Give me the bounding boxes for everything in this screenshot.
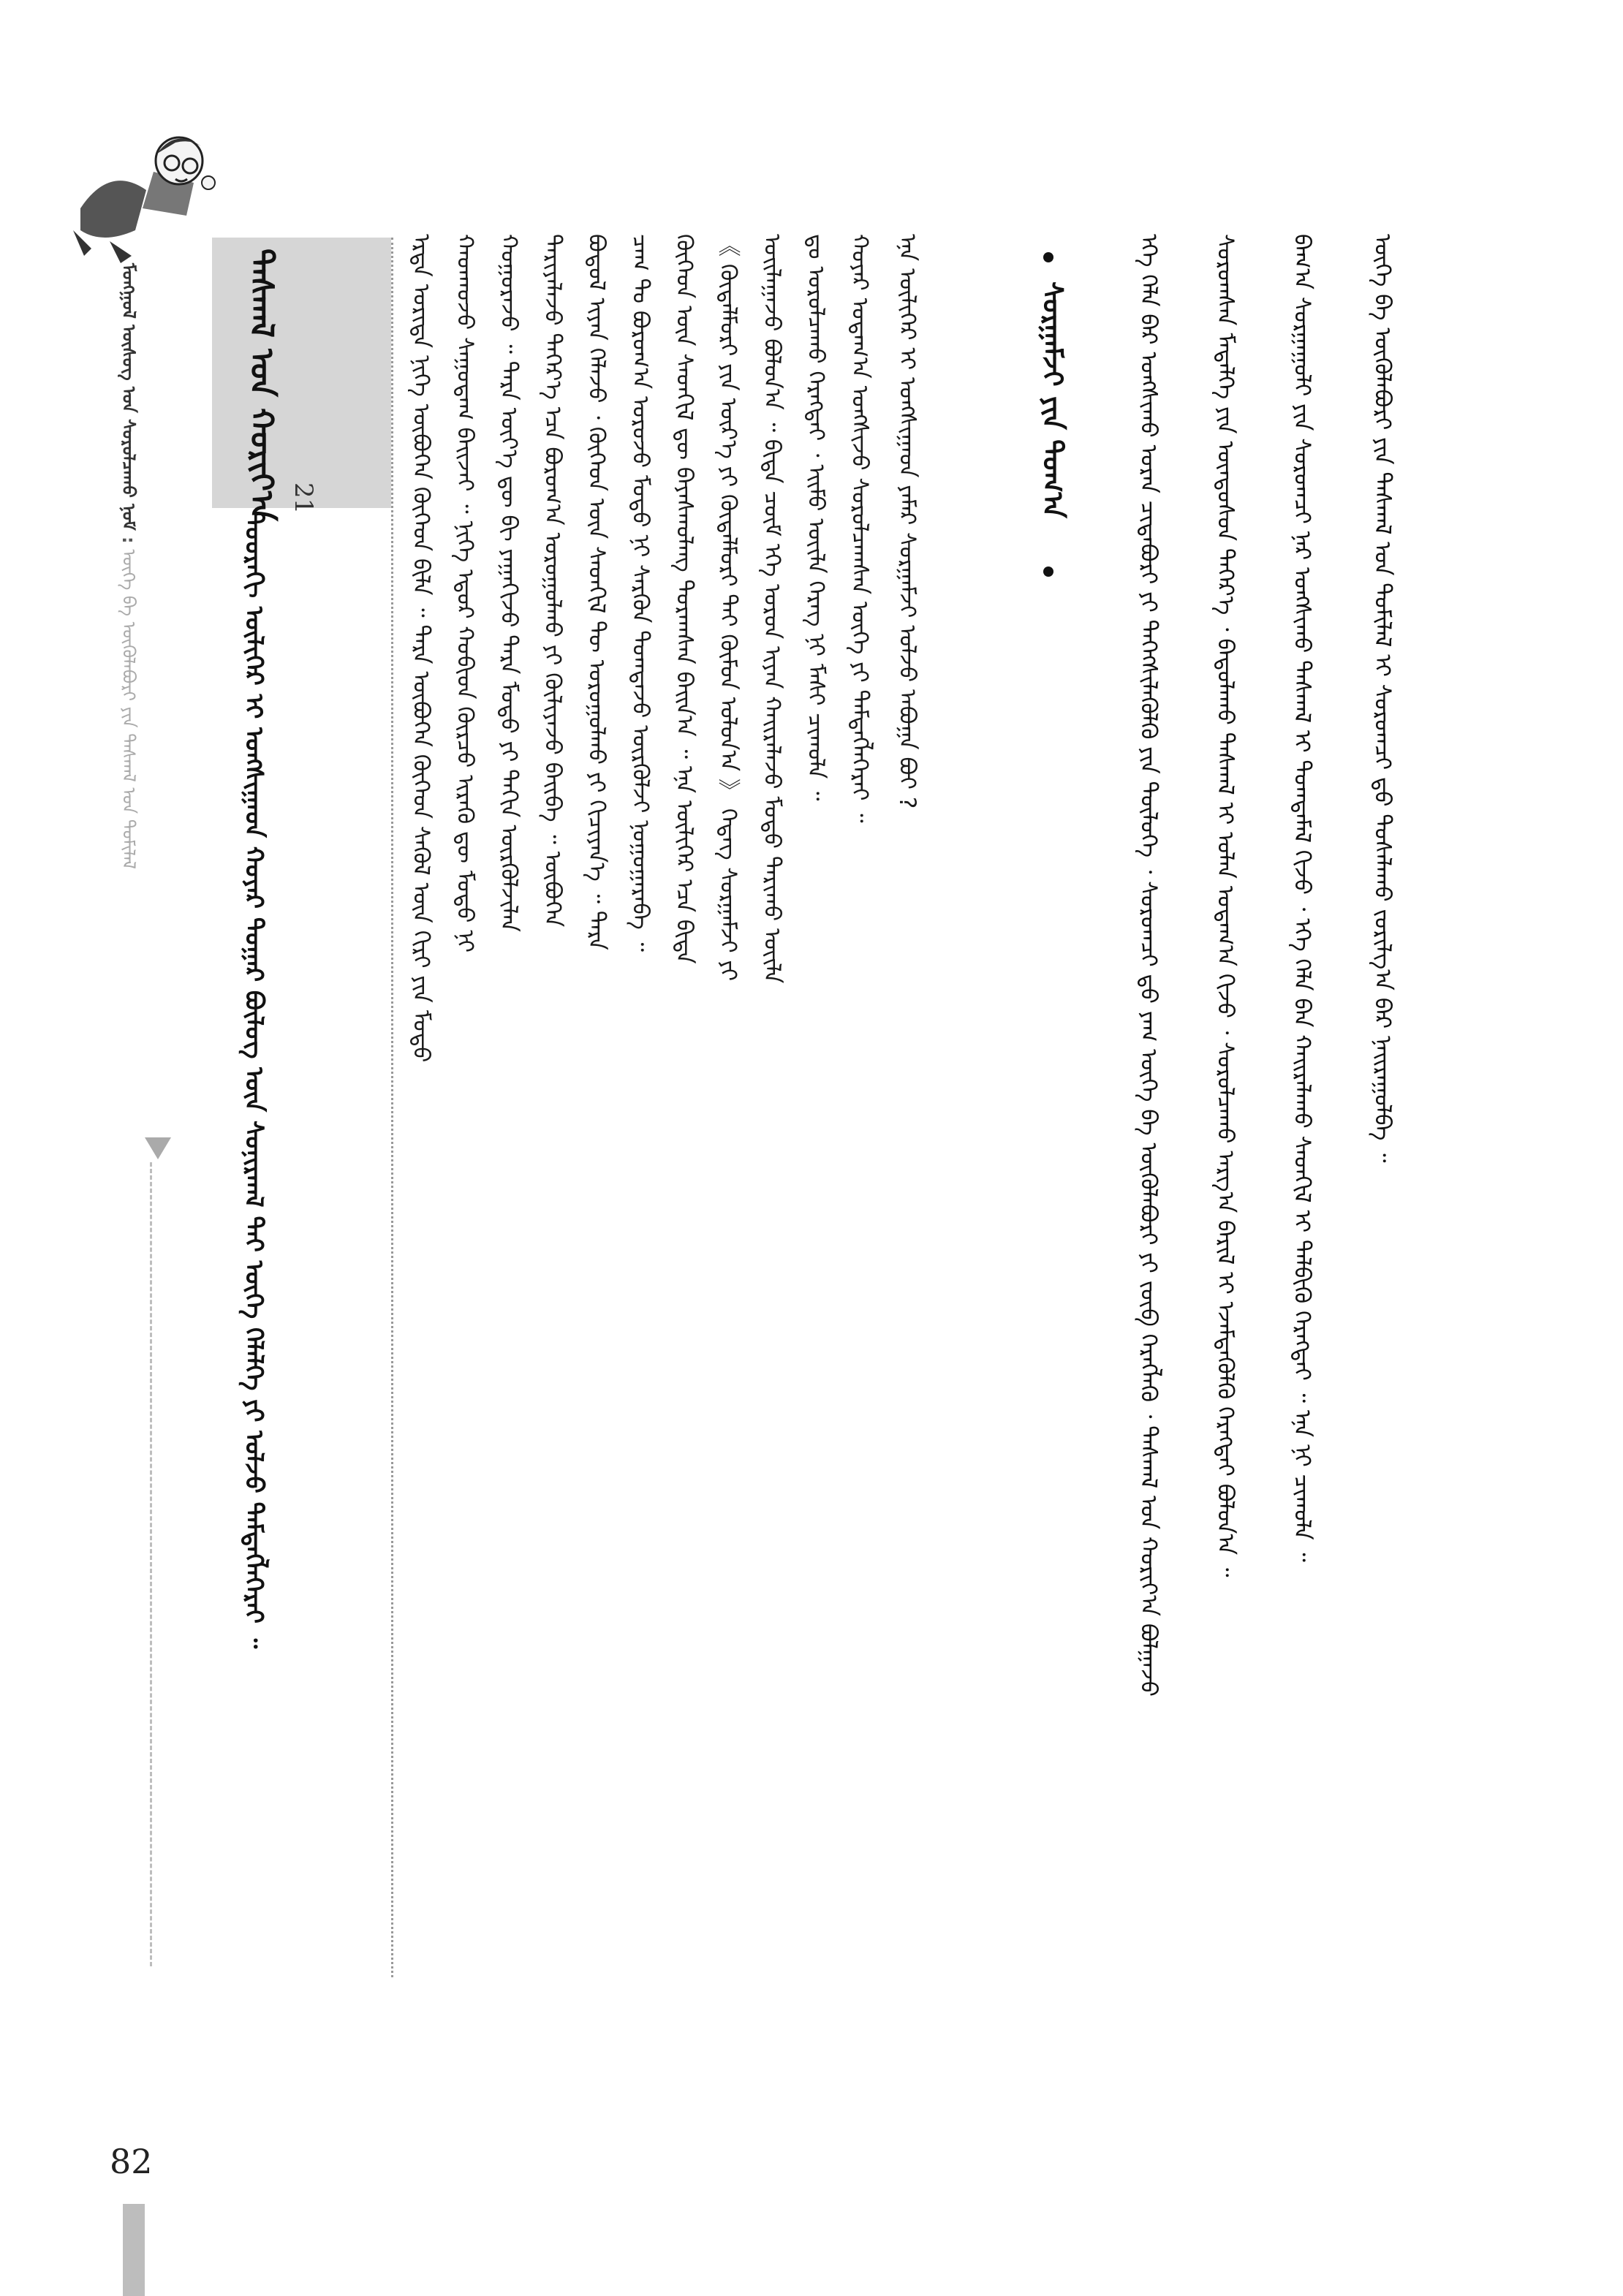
running-header-title: ᠮᠣᠩᠭᠣᠯ ᠦᠰᠦᠭ ᠤᠨ ᠰᠤᠷᠤᠯᠴᠠᠬᠤ ᠨᠣᠮ [118,263,139,531]
story-line: ᠣᠢᠯᠠᠭᠠᠵᠤ ᠪᠣᠯᠣᠨ᠎ᠠ ᠃ ᠪᠢᠳᠡ ᠴᠥᠮ ᠡᠬᠡ ᠣᠷᠣᠨ ᠢᠶᠡᠨ ᠬᠠᠢᠷᠠᠯᠠᠵᠤ ᠮᠣᠳᠣ ᠲᠠᠷᠢᠬᠤ ᠦᠢᠯᠡ [759,234,785,984]
body-line: ᠦᠭᠡ ᠪᠠ ᠦᠭᠦᠯᠡᠪᠦᠷᠢ ᠶᠢᠨ ᠳᠠᠰᠬᠠᠯ ᠤᠨ ᠲᠣᠮᠢᠯᠠᠯ ᠢ ᠰᠤᠷᠤᠭᠴᠢ ᠳ᠋ᠤ ᠲᠤᠰᠠᠯᠠᠬᠤ ᠵᠣᠷᠢᠯᠭ᠎ᠠ ᠪᠠᠷ ᠨᠠᠢᠷᠠᠭᠤᠯᠪᠠ ᠃ [1369,234,1396,1163]
exercise-title: ᠳᠠᠰᠬᠠᠯ ᠤᠨ ᠬᠣᠷᠢᠶ᠎ᠠ [243,249,280,521]
story-line: ᠳᠤ ᠣᠷᠣᠯᠴᠠᠬᠤ ᠬᠡᠷᠡᠭᠲᠡᠢ ᠂ ᠡᠢᠮᠦ ᠦᠢᠯᠡ ᠬᠡᠷᠡᠭ ᠨᠢ ᠮᠠᠰᠢ ᠴᠢᠬᠤᠯᠠ ᠃ [803,234,829,801]
section-heading: ᠰᠤᠷᠭᠠᠮᠵᠢ ᠶᠢᠨ ᠲᠣᠭ᠎ᠠ [1037,281,1069,518]
body-line: ᠰᠤᠷᠤᠭᠰᠠᠨ ᠮᠡᠳᠡᠯᠭᠡ ᠶᠢᠨ ᠦᠨᠳᠦᠰᠦᠨ ᠳᠡᠭᠡᠷ᠎ᠡ ᠂ ᠪᠠᠳᠤᠯᠠᠬᠤ ᠳᠠᠰᠬᠠᠯ ᠢ ᠣᠯᠠᠨ ᠤᠳᠠᠭ᠎ᠠ ᠬᠢᠵᠦ ᠂ ᠰᠤᠷᠤᠯᠴᠠᠬᠤ ᠠᠷᠭ᠎ᠠ ᠪᠠᠷᠢᠯ ᠢ ᠡᠵᠡᠮᠳᠡᠭᠦᠯᠬᠦ ᠬᠡᠷᠡᠭᠲᠡᠢ ᠪᠣᠯᠤᠨ᠎ᠠ ᠃ [1212,234,1238,1577]
exercise-divider [391,238,393,1977]
story-line: ᠡᠷᠲᠡ ᠤᠷᠢᠳᠠ ᠨᠢᠭᠡ ᠦᠪᠦᠭᠡᠨ ᠬᠥᠬᠡᠳ ᠪᠢᠯᠡ ᠃ ᠲᠡᠷᠡ ᠦᠪᠦᠭᠡᠨ ᠬᠥᠬᠡᠳ ᠰᠡᠭᠦᠯ ᠦᠨ ᠬᠢᠷᠢ ᠶᠢᠨ ᠮᠣᠳᠣ [408,234,434,1063]
body-line: ᠡᠬᠡ ᠬᠡᠯᠡ ᠪᠡᠷ ᠤᠩᠰᠢᠬᠤ ᠤᠷᠠᠨ ᠴᠢᠳᠠᠪᠤᠷᠢ ᠶᠢ ᠳᠡᠭᠡᠭᠰᠢᠯᠡᠭᠦᠯᠬᠦ ᠶᠢᠨ ᠲᠥᠯᠦᠭᠡ ᠂ ᠰᠤᠷᠤᠭᠴᠢ ᠳ᠋ᠤ ᠶᠠᠭ ᠦᠭᠡ ᠪᠠ ᠦᠭᠦᠯᠡᠪᠦᠷᠢ ᠶᠢ ᠵᠥᠪ ᠬᠡᠷᠡᠭᠯᠡᠬᠦ ᠂ ᠳᠠᠰᠬᠠᠯ ᠤᠨ ᠬᠣᠷᠢᠶ᠎ᠠ ᠪᠣᠯᠭᠠᠵᠤ [1135,234,1162,1697]
story-line: ᠴᠠᠭ ᠲᠤ ᠪᠣᠷᠤᠭ᠎ᠠ ᠣᠷᠣᠵᠤ ᠮᠣᠳᠣ ᠨᠢ ᠰᠡᠷᠭᠦᠨ ᠲᠣᠭᠲᠠᠵᠤ ᠦᠷᠭᠦᠯᠵᠢ ᠨᠣᠭᠣᠭᠠᠷᠠᠪᠠ ᠃ [627,234,654,952]
running-header [117,263,148,1177]
triangle-marker-icon [145,1137,171,1159]
story-line: ᠬᠤᠭᠤᠷᠠᠵᠤ ᠃ ᠲᠡᠷᠡ ᠦᠶ᠎ᠡ ᠳᠦ ᠪᠢ ᠶᠠᠭᠠᠬᠢᠵᠤ ᠲᠡᠷᠡ ᠮᠣᠳᠣ ᠶᠢ ᠳᠠᠬᠢᠨ ᠦᠷᠭᠦᠯᠵᠢᠯᠡᠨ [496,234,522,933]
page-edge-bar [123,2204,145,2296]
story-line: ᠲᠠᠷᠢᠶᠠᠯᠠᠵᠤ ᠳᠡᠭᠡᠷ᠎ᠡ ᠡᠴᠡ ᠪᠣᠷᠤᠭ᠎ᠠ ᠣᠷᠣᠭᠤᠯᠬᠤ ᠶᠢ ᠬᠦᠯᠢᠶᠡᠵᠦ ᠪᠠᠢᠪᠠ ᠃ ᠦᠪᠦᠭᠡᠨ [540,234,566,928]
exercise-question: ᠳᠣᠣᠷᠠᠬᠢ ᠦᠯᠢᠭᠡᠷ ᠢ ᠤᠩᠰᠢᠭᠠᠳ ᠬᠣᠶᠠᠷ ᠳᠤᠭᠠᠷ ᠪᠦᠯᠦᠭ ᠦᠨ ᠰᠣᠨᠢᠷᠬᠠᠯ ᠲᠠᠢ ᠦᠭᠡ ᠬᠡᠯᠡᠯᠭᠡ ᠶᠢ ᠣᠯᠵᠤ ᠲᠡᠮᠳᠡᠭᠯᠡᠭᠡᠷᠡᠢ ᠃ [239,512,268,1649]
bullet-icon [1043,567,1053,577]
running-header-subtitle: ᠦᠭᠡ ᠪᠠ ᠦᠭᠦᠯᠡᠪᠦᠷᠢ ᠶᠢᠨ ᠳᠠᠰᠬᠠᠯ ᠤᠨ ᠲᠣᠮᠢᠯᠠᠯ [118,549,139,869]
story-line: ᠬᠥᠬᠡᠳ ᠦᠨ ᠰᠡᠳᠬᠢᠯ ᠳᠦ ᠪᠠᠶᠠᠰᠬᠤᠯᠠᠩ ᠲᠤᠷᠠᠭᠰᠠᠨ ᠪᠠᠢᠨ᠎ᠠ ᠃ ᠡᠨᠡ ᠦᠯᠢᠭᠡᠷ ᠡᠴᠡ ᠪᠢᠳᠡ [671,234,697,964]
story-question: ᠡᠨᠡ ᠦᠯᠢᠭᠡᠷ ᠢ ᠤᠩᠰᠢᠭᠠᠳ ᠶᠠᠮᠠᠷ ᠰᠤᠷᠭᠠᠮᠵᠢ ᠣᠯᠵᠤ ᠠᠪᠤᠭᠠ ᠪᠤᠢ ? [894,234,920,809]
story-line: 《 ᠬᠥᠳᠡᠯᠮᠦᠷᠢ ᠶᠢᠨ ᠦᠷ᠎ᠡ ᠶᠢ ᠬᠦᠳᠡᠯᠮᠦᠷᠢ ᠲᠡᠢ ᠬᠦᠮᠦᠨ ᠣᠯᠣᠨ᠎ᠠ 》 ᠭᠡᠳᠡᠭ ᠰᠤᠷᠭᠠᠮᠵᠢ ᠶᠢ [715,234,741,982]
exercise-title-box [212,238,391,521]
body-line: ᠪᠠᠭ᠎ᠠ ᠰᠤᠷᠭᠠᠭᠤᠯᠢ ᠶᠢᠨ ᠰᠤᠷᠤᠭᠴᠢ ᠨᠠᠷ ᠤᠩᠰᠢᠬᠤ ᠳᠠᠰᠬᠠᠯ ᠢ ᠲᠣᠭᠲᠠᠮᠠᠯ ᠬᠢᠵᠦ ᠂ ᠡᠬᠡ ᠬᠡᠯᠡ ᠪᠡᠨ ᠬᠠᠢᠷᠠᠯᠠᠬᠤ ᠰᠡᠳᠬᠢᠯ ᠢ ᠲᠡᠯᠪᠢᠬᠦ ᠬᠡᠷᠡᠭᠲᠡᠢ ᠃ ᠡᠨᠡ ᠨᠢ ᠴᠢᠬᠤᠯᠠ ᠃ [1289,234,1315,1562]
exercise-number: 21 [289,482,318,515]
mascot-illustration [66,121,219,267]
story-line: ᠬᠣᠶᠠᠷ ᠤᠳᠠᠭ᠎ᠠ ᠤᠩᠰᠢᠵᠤ ᠰᠤᠷᠤᠯᠴᠠᠭᠰᠠᠨ ᠦᠭᠡ ᠶᠢ ᠲᠡᠮᠳᠡᠭᠯᠡᠭᠡᠷᠡᠢ ᠃ [847,234,873,823]
story-line: ᠪᠣᠳᠣᠯ ᠢᠶᠡᠨ ᠬᠡᠯᠡᠵᠦ ᠂ ᠬᠥᠬᠡᠳ ᠦᠨ ᠰᠡᠳᠬᠢᠯ ᠲᠦ ᠣᠷᠣᠭᠤᠯᠬᠤ ᠶᠢ ᠬᠢᠴᠢᠶᠡᠨ᠎ᠡ ᠃ ᠲᠡᠷᠡ [583,234,610,950]
header-dashed-line [150,1162,152,1966]
bullet-icon [1043,252,1053,262]
story-line: ᠬᠠᠳᠬᠤᠵᠤ ᠰᠠᠭᠤᠳᠠᠭ ᠪᠠᠢᠵᠠᠢ ᠃ ᠨᠢᠭᠡ ᠡᠳᠦᠷ ᠬᠣᠪᠢᠳ ᠬᠦᠷᠴᠦ ᠢᠷᠡᠬᠦ ᠳᠦ ᠮᠣᠳᠣ ᠨᠢ [452,234,478,953]
running-header-separator: : [118,536,139,544]
page-number: 82 [110,2142,153,2181]
